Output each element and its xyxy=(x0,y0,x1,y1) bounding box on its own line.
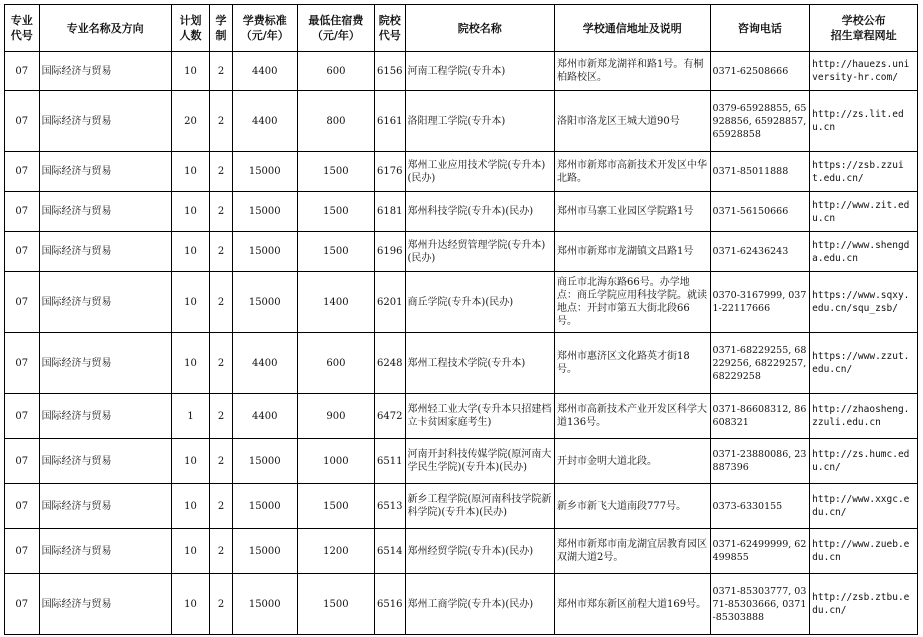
cell-phone: 0371-85011888 xyxy=(710,152,810,192)
cell-plan-count: 10 xyxy=(171,232,210,272)
cell-dorm-fee: 1500 xyxy=(297,192,374,232)
cell-website: https://www.zzut.edu.cn/ xyxy=(810,333,918,394)
table-row xyxy=(5,91,918,152)
cell-school-code: 6161 xyxy=(375,91,406,152)
cell-dorm-fee: 1400 xyxy=(297,272,374,333)
cell-phone: 0370-3167999, 0371-22117666 xyxy=(710,272,810,333)
cell-school-name: 郑州经贸学院(专升本)(民办) xyxy=(405,529,554,574)
cell-address: 郑州市惠济区文化路英才街18号。 xyxy=(554,333,710,394)
cell-website: http://zsb.ztbu.edu.cn/ xyxy=(810,574,918,635)
cell-major-name: 国际经济与贸易 xyxy=(39,52,171,91)
cell-school-code: 6181 xyxy=(375,192,406,232)
cell-years: 2 xyxy=(210,529,232,574)
cell-plan-count: 10 xyxy=(171,439,210,484)
cell-school-code: 6472 xyxy=(375,394,406,439)
cell-years: 2 xyxy=(210,439,232,484)
cell-address: 郑州市新郑市龙湖镇文昌路1号 xyxy=(554,232,710,272)
cell-dorm-fee: 1500 xyxy=(297,484,374,529)
header-years: 学 制 xyxy=(210,5,232,52)
cell-school-code: 6516 xyxy=(375,574,406,635)
cell-school-name: 郑州工程技术学院(专升本) xyxy=(405,333,554,394)
cell-school-code: 6176 xyxy=(375,152,406,192)
header-dorm: 最低住宿费 （元/年） xyxy=(297,5,374,52)
cell-tuition: 4400 xyxy=(232,91,297,152)
cell-major-name: 国际经济与贸易 xyxy=(39,529,171,574)
cell-website: http://zs.lit.edu.cn xyxy=(810,91,918,152)
cell-years: 2 xyxy=(210,52,232,91)
cell-phone: 0371-62436243 xyxy=(710,232,810,272)
cell-website: https://www.sqxy.edu.cn/squ_zsb/ xyxy=(810,272,918,333)
cell-major-code: 07 xyxy=(5,529,40,574)
cell-website: http://zhaosheng.zzuli.edu.cn xyxy=(810,394,918,439)
cell-years: 2 xyxy=(210,232,232,272)
cell-address: 开封市金明大道北段。 xyxy=(554,439,710,484)
cell-plan-count: 10 xyxy=(171,192,210,232)
cell-address: 郑州市郑东新区前程大道169号。 xyxy=(554,574,710,635)
cell-major-name: 国际经济与贸易 xyxy=(39,192,171,232)
cell-tuition: 15000 xyxy=(232,232,297,272)
cell-tuition: 4400 xyxy=(232,333,297,394)
cell-years: 2 xyxy=(210,484,232,529)
cell-years: 2 xyxy=(210,574,232,635)
cell-tuition: 4400 xyxy=(232,394,297,439)
cell-major-name: 国际经济与贸易 xyxy=(39,232,171,272)
cell-major-code: 07 xyxy=(5,574,40,635)
cell-plan-count: 10 xyxy=(171,152,210,192)
table-row xyxy=(5,272,918,333)
cell-major-code: 07 xyxy=(5,52,40,91)
cell-tuition: 15000 xyxy=(232,529,297,574)
cell-tuition: 15000 xyxy=(232,152,297,192)
cell-years: 2 xyxy=(210,192,232,232)
cell-dorm-fee: 1500 xyxy=(297,232,374,272)
header-row xyxy=(5,5,918,52)
cell-plan-count: 10 xyxy=(171,574,210,635)
cell-major-code: 07 xyxy=(5,439,40,484)
cell-major-code: 07 xyxy=(5,152,40,192)
cell-years: 2 xyxy=(210,152,232,192)
cell-major-name: 国际经济与贸易 xyxy=(39,484,171,529)
cell-school-name: 郑州升达经贸管理学院(专升本)(民办) xyxy=(405,232,554,272)
cell-dorm-fee: 1000 xyxy=(297,439,374,484)
cell-address: 郑州市新郑市南龙湖宜居教育园区双湖大道2号。 xyxy=(554,529,710,574)
cell-school-code: 6513 xyxy=(375,484,406,529)
cell-school-name: 河南工程学院(专升本) xyxy=(405,52,554,91)
cell-plan-count: 10 xyxy=(171,52,210,91)
header-tuition: 学费标准 （元/年） xyxy=(232,5,297,52)
header-code: 专业 代号 xyxy=(5,5,40,52)
header-school-code: 院校 代号 xyxy=(375,5,406,52)
cell-school-code: 6156 xyxy=(375,52,406,91)
header-website: 学校公布 招生章程网址 xyxy=(810,5,918,52)
cell-major-code: 07 xyxy=(5,272,40,333)
cell-website: http://hauezs.university-hr.com/ xyxy=(810,52,918,91)
cell-plan-count: 10 xyxy=(171,272,210,333)
cell-dorm-fee: 900 xyxy=(297,394,374,439)
cell-website: http://www.zit.edu.cn xyxy=(810,192,918,232)
cell-school-name: 洛阳理工学院(专升本) xyxy=(405,91,554,152)
header-school-name: 院校名称 xyxy=(405,5,554,52)
cell-tuition: 4400 xyxy=(232,52,297,91)
cell-major-code: 07 xyxy=(5,91,40,152)
cell-major-code: 07 xyxy=(5,232,40,272)
cell-address: 洛阳市洛龙区王城大道90号 xyxy=(554,91,710,152)
cell-tuition: 15000 xyxy=(232,439,297,484)
table-row xyxy=(5,394,918,439)
admissions-table xyxy=(4,4,918,635)
cell-address: 新乡市新飞大道南段777号。 xyxy=(554,484,710,529)
cell-years: 2 xyxy=(210,333,232,394)
table-row xyxy=(5,333,918,394)
cell-major-code: 07 xyxy=(5,333,40,394)
cell-major-name: 国际经济与贸易 xyxy=(39,394,171,439)
cell-plan-count: 20 xyxy=(171,91,210,152)
table-row xyxy=(5,529,918,574)
cell-school-code: 6201 xyxy=(375,272,406,333)
cell-phone: 0371-62508666 xyxy=(710,52,810,91)
cell-major-name: 国际经济与贸易 xyxy=(39,574,171,635)
cell-years: 2 xyxy=(210,394,232,439)
cell-school-name: 郑州工商学院(专升本)(民办) xyxy=(405,574,554,635)
cell-tuition: 15000 xyxy=(232,192,297,232)
cell-major-name: 国际经济与贸易 xyxy=(39,152,171,192)
cell-plan-count: 10 xyxy=(171,529,210,574)
cell-plan-count: 1 xyxy=(171,394,210,439)
cell-dorm-fee: 1500 xyxy=(297,152,374,192)
cell-tuition: 15000 xyxy=(232,272,297,333)
cell-major-name: 国际经济与贸易 xyxy=(39,439,171,484)
cell-tuition: 15000 xyxy=(232,484,297,529)
cell-address: 郑州市马寨工业园区学院路1号 xyxy=(554,192,710,232)
cell-website: http://www.shengda.edu.cn xyxy=(810,232,918,272)
cell-tuition: 15000 xyxy=(232,574,297,635)
cell-phone: 0371-56150666 xyxy=(710,192,810,232)
cell-plan-count: 10 xyxy=(171,484,210,529)
table-row xyxy=(5,574,918,635)
cell-major-code: 07 xyxy=(5,484,40,529)
table-row xyxy=(5,232,918,272)
table-row xyxy=(5,192,918,232)
cell-dorm-fee: 1200 xyxy=(297,529,374,574)
cell-phone: 0371-86608312, 86608321 xyxy=(710,394,810,439)
cell-website: http://www.xxgc.edu.cn/ xyxy=(810,484,918,529)
cell-school-name: 郑州科技学院(专升本)(民办) xyxy=(405,192,554,232)
cell-dorm-fee: 600 xyxy=(297,333,374,394)
table-row xyxy=(5,439,918,484)
cell-school-code: 6248 xyxy=(375,333,406,394)
cell-address: 商丘市北海东路66号。办学地点：商丘学院应用科技学院。就读地点：开封市第五大街北段66号。 xyxy=(554,272,710,333)
cell-major-name: 国际经济与贸易 xyxy=(39,333,171,394)
cell-school-name: 郑州轻工业大学(专升本只招建档立卡贫困家庭考生) xyxy=(405,394,554,439)
table-row xyxy=(5,484,918,529)
cell-school-name: 新乡工程学院(原河南科技学院新科学院)(专升本)(民办) xyxy=(405,484,554,529)
cell-phone: 0371-85303777, 0371-85303666, 0371-85303888 xyxy=(710,574,810,635)
cell-address: 郑州市高新技术产业开发区科学大道136号。 xyxy=(554,394,710,439)
cell-years: 2 xyxy=(210,91,232,152)
header-phone: 咨询电话 xyxy=(710,5,810,52)
cell-school-name: 商丘学院(专升本)(民办) xyxy=(405,272,554,333)
cell-school-code: 6514 xyxy=(375,529,406,574)
cell-school-code: 6196 xyxy=(375,232,406,272)
header-major: 专业名称及方向 xyxy=(39,5,171,52)
cell-major-code: 07 xyxy=(5,192,40,232)
cell-phone: 0373-6330155 xyxy=(710,484,810,529)
cell-phone: 0371-23880086, 23887396 xyxy=(710,439,810,484)
cell-phone: 0371-68229255, 68229256, 68229257, 68229258 xyxy=(710,333,810,394)
cell-years: 2 xyxy=(210,272,232,333)
header-plan: 计划 人数 xyxy=(171,5,210,52)
cell-website: http://zs.humc.edu.cn/ xyxy=(810,439,918,484)
cell-plan-count: 10 xyxy=(171,333,210,394)
table-row xyxy=(5,52,918,91)
cell-major-name: 国际经济与贸易 xyxy=(39,272,171,333)
cell-dorm-fee: 1500 xyxy=(297,574,374,635)
cell-school-name: 郑州工业应用技术学院(专升本)(民办) xyxy=(405,152,554,192)
cell-school-code: 6511 xyxy=(375,439,406,484)
header-address: 学校通信地址及说明 xyxy=(554,5,710,52)
cell-major-name: 国际经济与贸易 xyxy=(39,91,171,152)
table-row xyxy=(5,152,918,192)
cell-phone: 0379-65928855, 65928856, 65928857, 65928858 xyxy=(710,91,810,152)
cell-address: 郑州市新郑龙湖祥和路1号。有桐柏路校区。 xyxy=(554,52,710,91)
cell-major-code: 07 xyxy=(5,394,40,439)
cell-website: http://www.zueb.edu.cn xyxy=(810,529,918,574)
cell-school-name: 河南开封科技传媒学院(原河南大学民生学院)(专升本)(民办) xyxy=(405,439,554,484)
cell-website: https://zsb.zzuit.edu.cn/ xyxy=(810,152,918,192)
cell-phone: 0371-62499999, 62499855 xyxy=(710,529,810,574)
cell-dorm-fee: 800 xyxy=(297,91,374,152)
cell-address: 郑州市新郑市高新技术开发区中华北路。 xyxy=(554,152,710,192)
cell-dorm-fee: 600 xyxy=(297,52,374,91)
